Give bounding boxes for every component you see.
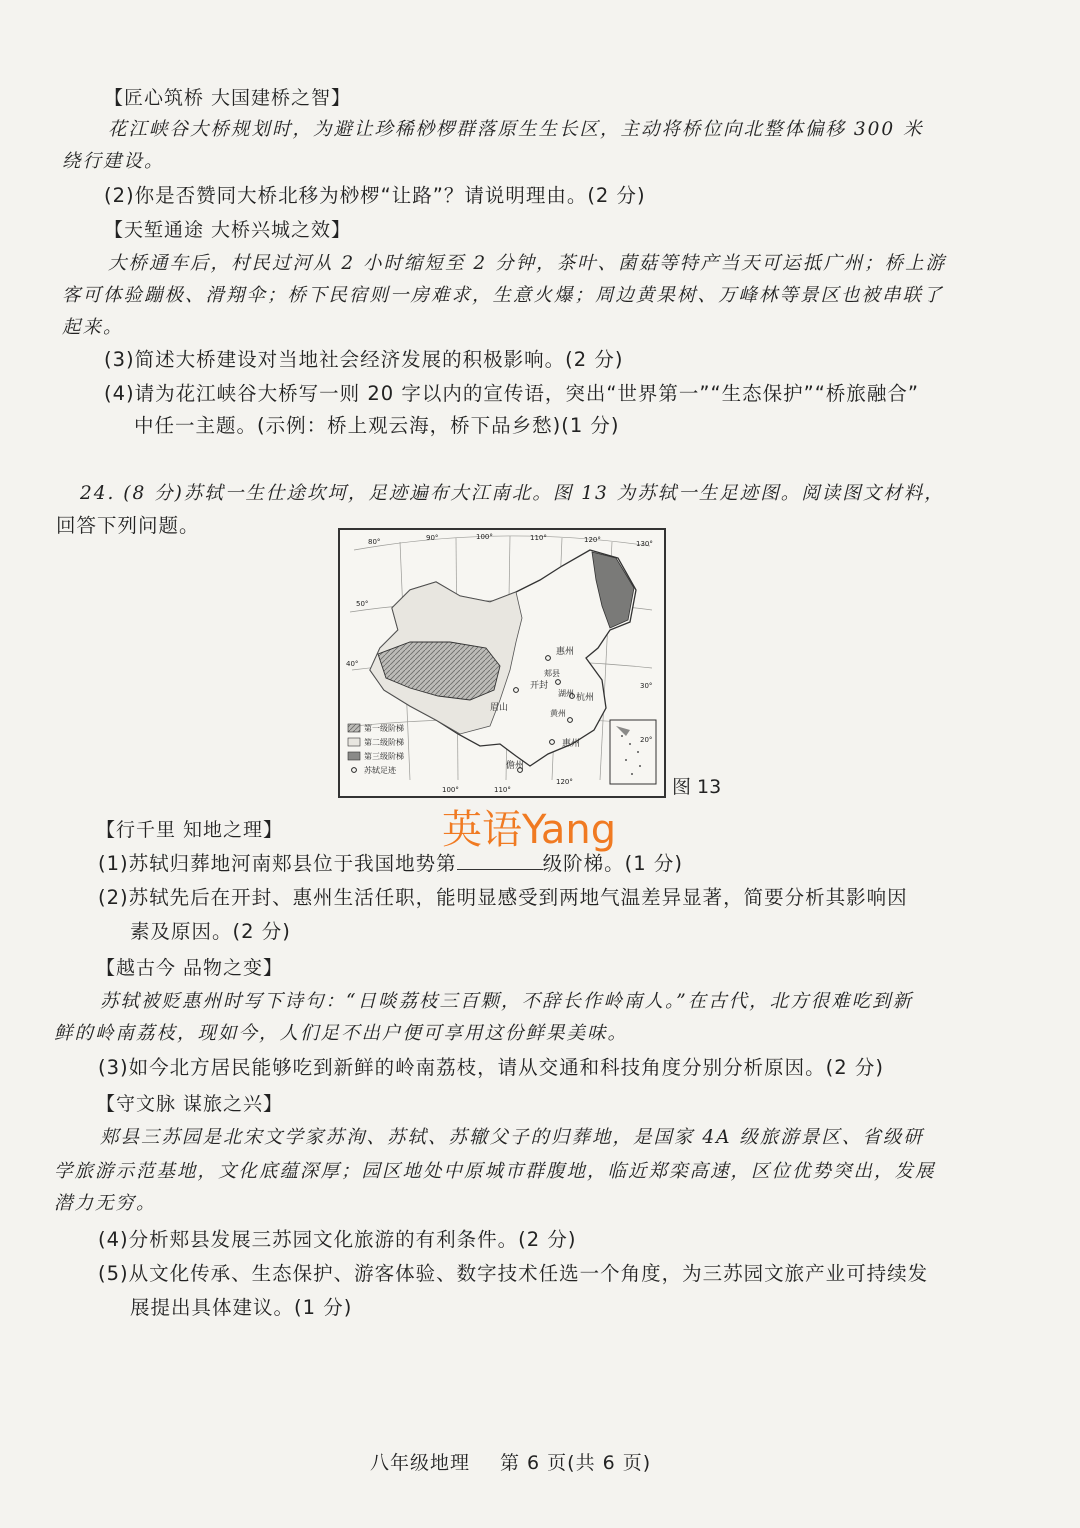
place-label: 惠州: [556, 647, 575, 657]
material-text: 绕行建设。: [62, 151, 165, 172]
lat-label: 20°: [640, 736, 653, 744]
lon-label: 110°: [530, 534, 547, 542]
question-4: (4)请为花江峡谷大桥写一则 20 字以内的宣传语，突出“世界第一”“生态保护”“桥旅融合”: [104, 382, 919, 405]
footer-subject: 八年级地理: [370, 1452, 471, 1474]
material-text: 潜力无穷。: [54, 1193, 157, 1214]
place-label: 眉山: [490, 703, 509, 713]
material-text: 花江峡谷大桥规划时，为避让珍稀桫椤群落原生生长区，主动将桥位向北整体偏移 300 米: [108, 119, 924, 140]
figure-caption: 图 13: [672, 776, 722, 798]
question-24-4: (4)分析郏县发展三苏园文化旅游的有利条件。(2 分): [98, 1228, 577, 1251]
su-shi-footprint-map: [338, 528, 666, 798]
lat-label: 30°: [640, 682, 653, 690]
section-heading-bridge-effect: 【天堑通途 大桥兴城之效】: [104, 219, 352, 241]
place-label: 黄州: [550, 709, 566, 718]
lon-label: 100°: [476, 533, 493, 541]
question-24-1: [98, 850, 683, 878]
footer-page-number: 第 6 页(共 6 页): [500, 1452, 652, 1474]
question-24-5-continued: 展提出具体建议。(1 分): [130, 1296, 353, 1319]
question-2: (2)你是否赞同大桥北移为桫椤“让路”？请说明理由。(2 分): [104, 184, 646, 207]
place-label: 惠州: [562, 739, 581, 749]
section-heading-geography: 【行千里 知地之理】: [96, 819, 284, 841]
question-24-3: (3)如今北方居民能够吃到新鲜的岭南荔枝，请从交通和科技角度分别分析原因。(2 分): [98, 1056, 884, 1079]
material-text: 郏县三苏园是北宋文学家苏洵、苏轼、苏辙父子的归葬地，是国家 4A 级旅游景区、省级研: [100, 1127, 924, 1148]
legend-label: 第三级阶梯: [364, 752, 404, 761]
section-heading-bridge-wisdom: 【匠心筑桥 大国建桥之智】: [104, 87, 352, 109]
place-label: 儋州: [506, 761, 525, 771]
material-text: 学旅游示范基地，文化底蕴深厚；园区地处中原城市群腹地，临近郑栾高速，区位优势突出，发展: [54, 1161, 936, 1182]
material-text: 大桥通车后，村民过河从 2 小时缩短至 2 分钟，茶叶、菌菇等特产当天可运抵广州；桥上游: [108, 253, 947, 274]
question-24-1-text-after: 级阶梯。(1 分): [542, 852, 683, 875]
question-24-5: (5)从文化传承、生态保护、游客体验、数字技术任选一个角度，为三苏园文旅产业可持续发: [98, 1262, 929, 1285]
lat-label: 40°: [346, 660, 359, 668]
legend-label: 第一级阶梯: [364, 724, 404, 733]
place-label: 湖州: [558, 689, 574, 698]
map-legend: [348, 723, 404, 775]
lat-label: 50°: [356, 600, 369, 608]
south-china-sea-inset: [610, 720, 656, 784]
material-text: 起来。: [62, 317, 124, 338]
question-24-2: (2)苏轼先后在开封、惠州生活任职，能明显感受到两地气温差异显著，简要分析其影响因: [98, 886, 908, 909]
lon-label: 130°: [636, 540, 653, 548]
page-footer: [370, 1448, 651, 1475]
question-3: (3)简述大桥建设对当地社会经济发展的积极影响。(2 分): [104, 348, 624, 371]
question-4-continued: 中任一主题。(示例：桥上观云海，桥下品乡愁)(1 分): [134, 414, 620, 437]
lon-label: 120°: [556, 778, 573, 786]
place-label: 郏县: [544, 669, 560, 678]
material-text: 苏轼被贬惠州时写下诗句：“日啖荔枝三百颗，不辞长作岭南人。”在古代，北方很难吃到新: [100, 991, 914, 1012]
lon-label: 110°: [494, 786, 511, 794]
legend-label: 第二级阶梯: [364, 738, 404, 747]
material-text: 鲜的岭南荔枝，现如今，人们足不出户便可享用这份鲜果美味。: [54, 1023, 629, 1044]
place-label: 开封: [530, 681, 549, 691]
lon-label: 100°: [442, 786, 459, 794]
lon-label: 120°: [584, 536, 601, 544]
question-24-1-text: (1)苏轼归葬地河南郏县位于我国地势第: [98, 852, 457, 875]
place-label: 杭州: [576, 693, 595, 703]
material-text: 客可体验蹦极、滑翔伞；桥下民宿则一房难求，生意火爆；周边黄果树、万峰林等景区也被串联了: [62, 285, 944, 306]
question-24-2-continued: 素及原因。(2 分): [130, 920, 291, 943]
question-24-intro: 回答下列问题。: [56, 514, 200, 537]
legend-label: 苏轼足迹: [364, 766, 396, 775]
answer-blank[interactable]: [457, 851, 543, 870]
question-24-intro: 24. (8 分)苏轼一生仕途坎坷，足迹遍布大江南北。图 13 为苏轼一生足迹图。阅读图文材料，: [80, 483, 945, 504]
lon-label: 80°: [368, 538, 381, 546]
watermark: 英语Yang: [442, 807, 617, 853]
section-heading-tourism: 【守文脉 谋旅之兴】: [96, 1093, 284, 1115]
section-heading-products: 【越古今 品物之变】: [96, 957, 284, 979]
lon-label: 90°: [426, 534, 439, 542]
